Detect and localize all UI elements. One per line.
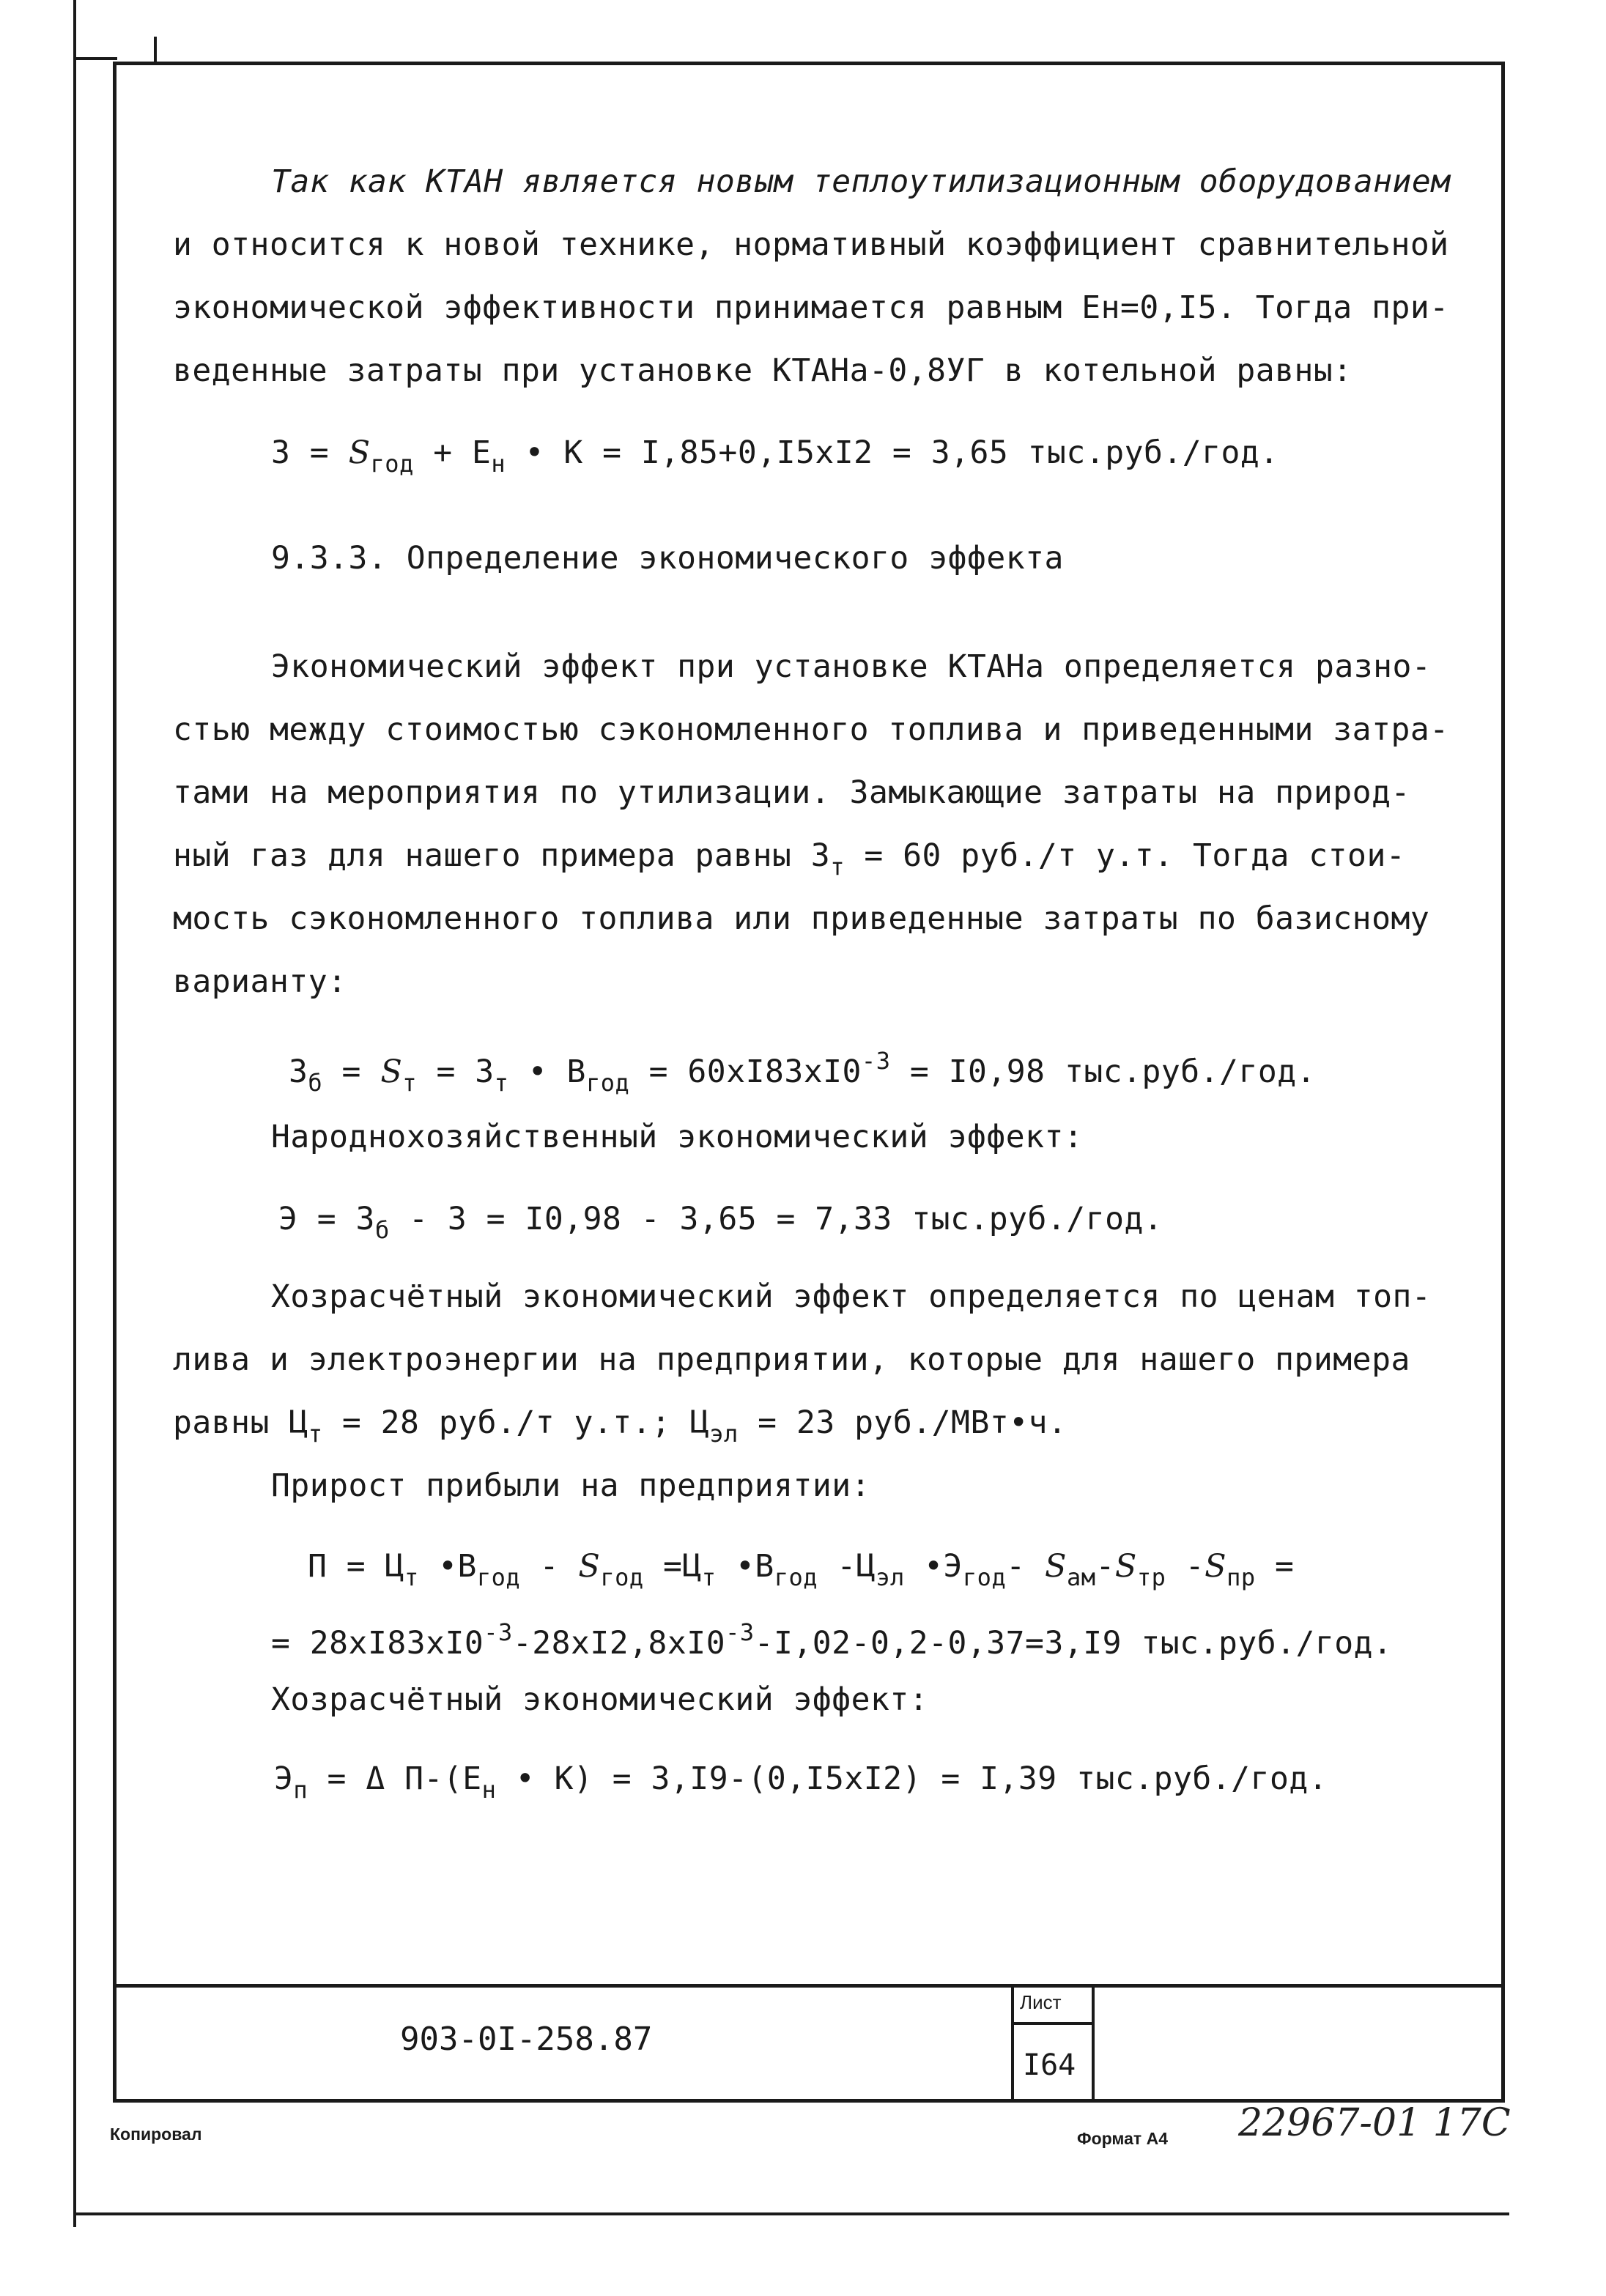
formula-4: $П = Ц_т$ $•В_{год} - S_{год} =Ц_т$ $•В_{год}$ $-Ц_{эл}$ $•Э_{год}-$ $S_{ам}-S_{тр}$ $-S_{пр}$ = (308, 1548, 1295, 1591)
section-heading: 9.3.3. Определение экономического эффекта (271, 540, 1064, 577)
stamp-divider-2 (1092, 1984, 1095, 2101)
stamp-top-rule (113, 1984, 1505, 1988)
formula-5: $Э_п = \Delta$ $П-(Е_н$ • К) = 3,I9-(0,I5xI2) = I,39 тыс.руб./год. (274, 1760, 1328, 1804)
formula-1: $З = S_{год} + Е_н$ • К = I,85+0,I5xI2 = 3,65 тыс.руб./год. (271, 434, 1279, 478)
para2-line5: мость сэкономленного топлива или приведенные затраты по базисному (173, 900, 1430, 937)
binding-line (73, 0, 76, 2227)
para1-line2: и относится к новой технике, нормативный коэффициент сравнительной (173, 226, 1449, 263)
bottom-rule (73, 2212, 1509, 2215)
copied-label: Копировал (110, 2125, 202, 2144)
para2-line1: Экономический эффект при установке КТАНа определяется разно- (271, 648, 1432, 685)
para3-line2: лива и электроэнергии на предприятии, которые для нашего примера (173, 1341, 1410, 1378)
para3-line3: равны $Ц_т = 28$ руб./т у.т.; $Ц_{эл} = 23$ руб./МВт•ч. (173, 1404, 1067, 1448)
corner-tick (73, 57, 117, 60)
formula-4-line2: = $28xI83xI0^{-3}-28xI2,8xI0^{-3}-I,02-0,2-0,37=3,I9$ тыс.руб./год. (271, 1618, 1393, 1662)
para2-line3: тами на мероприятия по утилизации. Замыкающие затраты на природ- (173, 774, 1410, 811)
para2-line6: варианту: (173, 963, 347, 1000)
handwritten-number: 22967-01 17С (1238, 2101, 1511, 2145)
sheet-label: Лист (1020, 1991, 1062, 2013)
formula-3: $Э = З_б - З = I0,98 - 3,65 = 7,33$ тыс.руб./год. (278, 1201, 1163, 1244)
para1-line4: веденные затраты при установке КТАНа-0,8УГ в котельной равны: (173, 352, 1352, 389)
para1-line1: Так как КТАН является новым теплоутилизационным оборудованием (271, 163, 1451, 200)
para2-line2: стью между стоимостью сэкономленного топлива и приведенными затра- (173, 711, 1449, 748)
national-effect-label: Народнохозяйственный экономический эффект: (271, 1119, 1084, 1155)
top-tick (154, 37, 157, 63)
para1-line3: экономической эффективности принимается равным Eн=0,I5. Тогда при- (173, 289, 1449, 326)
profit-label: Прирост прибыли на предприятии: (271, 1467, 871, 1504)
format-label: Формат А4 (1077, 2129, 1168, 2148)
stamp-sheet-rule (1014, 2022, 1092, 2025)
selfsupport-label: Хозрасчётный экономический эффект: (271, 1681, 929, 1718)
sheet-number: I64 (1023, 2048, 1076, 2082)
para3-line1: Хозрасчётный экономический эффект определяется по ценам топ- (271, 1278, 1432, 1315)
document-number: 903-0I-258.87 (400, 2021, 653, 2058)
formula-2: $З_б = S_т = З_т$ • $В_{год} = 60xI83xI0^{-3} = I0,98$ тыс.руб./год. (289, 1047, 1316, 1097)
stamp-divider (1011, 1984, 1014, 2101)
para2-line4: ный газ для нашего примера равны $З_т = 60$ руб./т у.т. Тогда стои- (173, 837, 1406, 881)
